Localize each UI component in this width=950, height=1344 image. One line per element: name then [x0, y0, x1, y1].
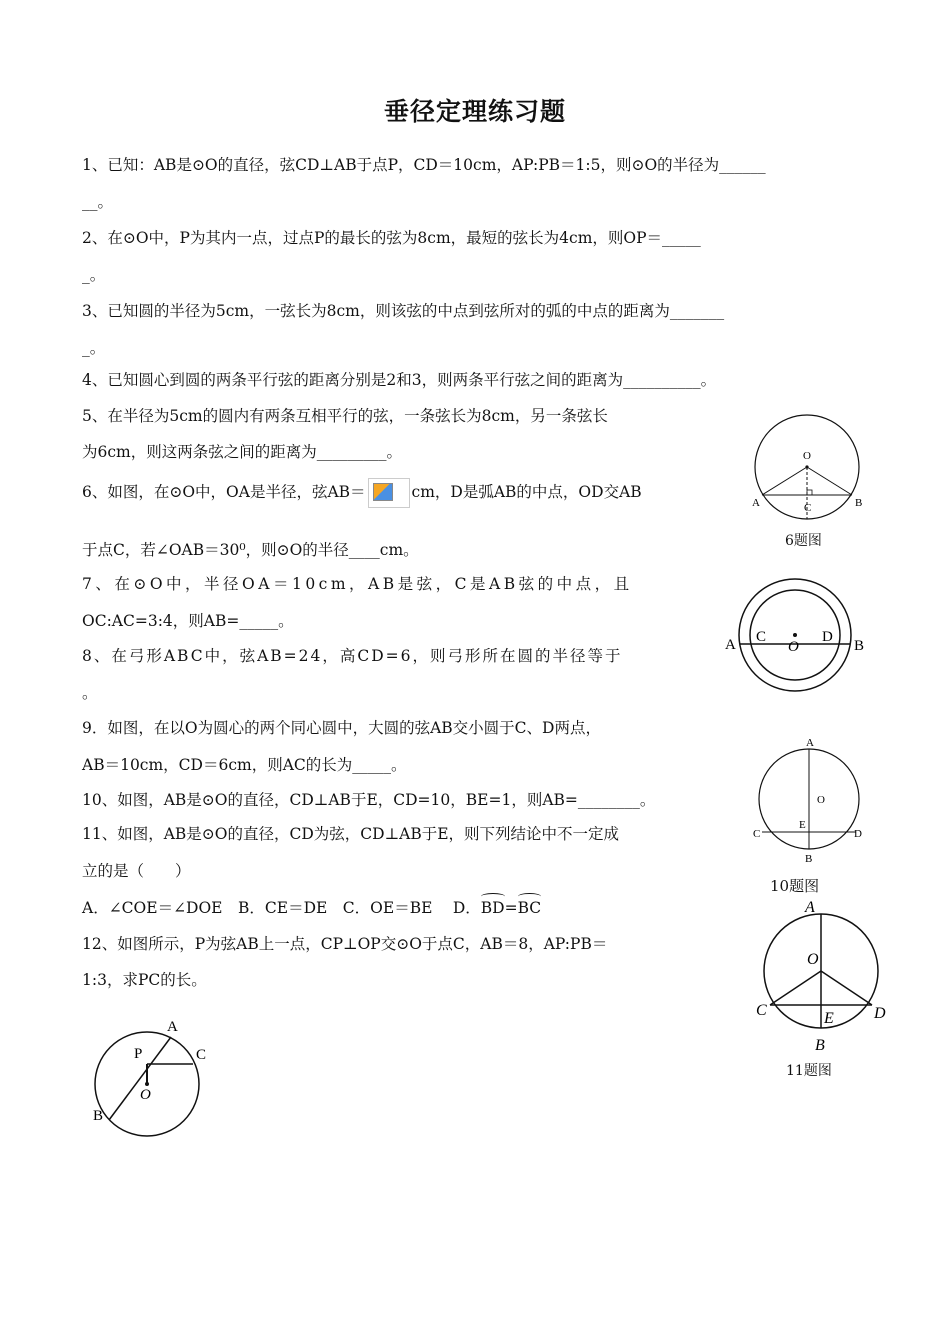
fig11-label-b: B [815, 1037, 825, 1054]
fig6-label-o: O [803, 450, 811, 462]
q3-line1: 3、已知圆的半径为5cm，一弦长为8cm，则该弦的中点到弦所对的弧的中点的距离为_______ [82, 302, 725, 320]
figure-10 [750, 735, 870, 870]
q12-line2: 1:3，求PC的长。 [82, 971, 207, 989]
fig12-label-b: B [93, 1108, 104, 1124]
q9-line2: AB＝10cm，CD＝6cm，则AC的长为_____。 [82, 756, 407, 774]
q11-options [82, 898, 541, 918]
broken-image-icon [368, 478, 410, 508]
fig12-center-dot [145, 1082, 149, 1086]
q6-line2: 于点C，若∠OAB＝30⁰，则⊙O的半径____cm。 [82, 541, 419, 559]
q5-line1: 5、在半径为5cm的圆内有两条互相平行的弦，一条弦长为8cm，另一条弦长 [82, 407, 608, 425]
q2-line1: 2、在⊙O中，P为其内一点，过点P的最长的弦为8cm，最短的弦长为4cm，则OP＝_____ [82, 229, 701, 247]
fig11-label-d: D [874, 1005, 886, 1022]
fig11-label-o: O [807, 951, 819, 968]
q7-line2: OC:AC=3:4，则AB=_____。 [82, 612, 294, 630]
fig10-label-e: E [799, 819, 806, 831]
page-title: 垂径定理练习题 [383, 97, 566, 126]
fig10-label-b: B [805, 853, 813, 865]
q6-text-pre: 6、如图，在⊙O中，OA是半径，弦AB＝ [82, 483, 366, 501]
q11-options-text: A．∠COE＝∠DOE B．CE＝DE C．OE＝BE D． [82, 899, 481, 917]
q8-line1: 8、在弓形ABC中，弦AB=24，高CD=6，则弓形所在圆的半径等于 [82, 647, 623, 665]
q12-line1: 12、如图所示，P为弦AB上一点，CP⊥OP交⊙O于点C，AB＝8，AP:PB＝ [82, 935, 608, 953]
q3-line2: _。 [82, 339, 106, 357]
fig11-label-a: A [805, 899, 815, 916]
fig6-radius-oa [762, 467, 807, 495]
fig11-caption: 11题图 [786, 1063, 832, 1079]
fig12-label-a: A [167, 1019, 178, 1035]
q7-line1: 7、在⊙O中，半径OA＝10cm，AB是弦，C是AB弦的中点，且 [82, 575, 633, 593]
fig6-caption: 6题图 [785, 533, 822, 549]
fig9-label-o: O [788, 639, 799, 655]
arc-bd: BD [480, 899, 505, 917]
q11-line2: 立的是（ ） [82, 862, 191, 880]
fig6-label-a: A [752, 497, 760, 509]
q4-line: 4、已知圆心到圆的两条平行弦的距离分别是2和3，则两条平行弦之间的距离为__________。 [82, 371, 717, 389]
q5-line2: 为6cm，则这两条弦之间的距离为_________。 [82, 443, 402, 461]
figure-9 [722, 575, 872, 695]
fig9-label-d: D [822, 629, 833, 645]
fig6-right-angle [807, 490, 812, 495]
q6-text-post: cm，D是弧AB的中点，OD交AB [411, 483, 642, 501]
fig9-label-c: C [756, 629, 767, 645]
fig12-label-c: C [196, 1047, 207, 1063]
arc-bc: BC [517, 899, 542, 917]
fig11-label-c: C [756, 1002, 767, 1019]
fig10-label-d: D [854, 828, 862, 840]
fig6-label-c: C [804, 502, 812, 514]
q6-line1 [82, 478, 642, 508]
q8-line2: 。 [82, 684, 98, 702]
fig9-label-a: A [725, 637, 736, 653]
fig9-label-b: B [854, 638, 865, 654]
q1-line2: __。 [82, 193, 114, 211]
q1-line1: 1、已知：AB是⊙O的直径，弦CD⊥AB于点P，CD＝10cm，AP:PB＝1:5，则⊙O的半径为______ [82, 156, 766, 174]
fig12-label-p: P [134, 1046, 143, 1062]
q2-line2: _。 [82, 266, 106, 284]
fig10-caption: 10题图 [770, 877, 820, 895]
fig12-label-o: O [140, 1087, 151, 1103]
fig6-center-dot [805, 465, 808, 468]
fig11-radius-od [821, 971, 872, 1005]
fig9-center-dot [793, 633, 797, 637]
fig11-radius-oc [770, 971, 821, 1005]
fig10-label-c: C [753, 828, 761, 840]
q9-line1: 9．如图，在以O为圆心的两个同心圆中，大圆的弦AB交小圆于C、D两点， [82, 719, 601, 737]
fig10-label-o: O [817, 794, 825, 806]
fig10-label-a: A [806, 737, 814, 749]
fig11-label-e: E [824, 1010, 834, 1027]
fig6-label-b: B [855, 497, 863, 509]
q11-line1: 11、如图，AB是⊙O的直径，CD为弦，CD⊥AB于E，则下列结论中不一定成 [82, 825, 620, 843]
fig6-radius-ob [807, 467, 852, 495]
figure-12 [85, 1012, 215, 1142]
q11-eq: = [504, 899, 518, 917]
figure-6 [748, 412, 868, 522]
q10-line: 10、如图，AB是⊙O的直径，CD⊥AB于E，CD=10，BE=1，则AB=________。 [82, 791, 656, 809]
figure-11 [748, 895, 898, 1060]
